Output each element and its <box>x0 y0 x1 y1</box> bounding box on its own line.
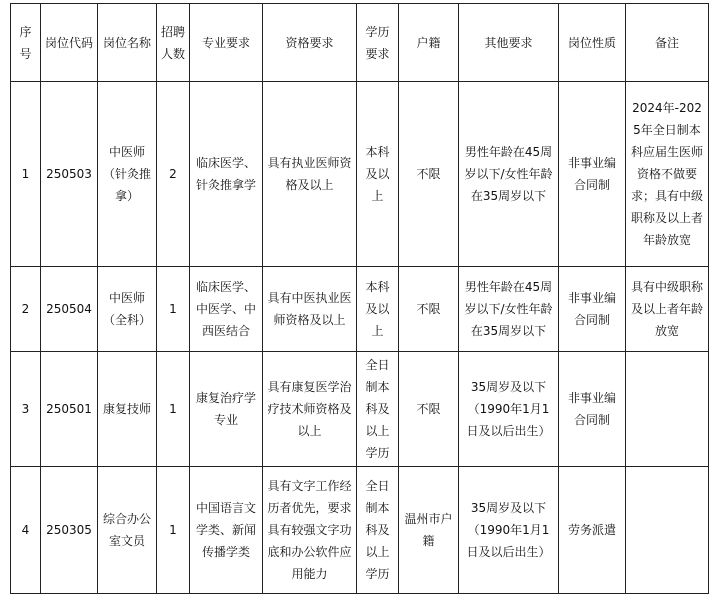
header-major: 专业要求 <box>190 4 263 82</box>
cell-qualification: 具有文字工作经历者优先，要求具有较强文字功底和办公软件应用能力 <box>263 467 357 594</box>
header-name: 岗位名称 <box>98 4 157 82</box>
table-header-row <box>11 4 709 82</box>
cell-name: 中医师（全科） <box>98 267 157 352</box>
cell-remark <box>626 467 709 594</box>
cell-remark <box>626 352 709 467</box>
cell-nature: 非事业编合同制 <box>559 267 626 352</box>
header-count: 招聘人数 <box>157 4 190 82</box>
cell-nature: 非事业编合同制 <box>559 82 626 267</box>
table-row <box>11 82 709 267</box>
cell-nature: 劳务派遣 <box>559 467 626 594</box>
recruitment-table <box>10 3 709 594</box>
cell-qualification: 具有执业医师资格及以上 <box>263 82 357 267</box>
cell-code: 250501 <box>41 352 98 467</box>
cell-count: 1 <box>157 267 190 352</box>
header-hukou: 户籍 <box>399 4 459 82</box>
table-row <box>11 267 709 352</box>
cell-code: 250504 <box>41 267 98 352</box>
cell-count: 1 <box>157 352 190 467</box>
cell-hukou: 温州市户籍 <box>399 467 459 594</box>
header-seq: 序号 <box>11 4 41 82</box>
cell-major: 临床医学、中医学、中西医结合 <box>190 267 263 352</box>
cell-count: 1 <box>157 467 190 594</box>
cell-other: 男性年龄在45周岁以下/女性年龄在35周岁以下 <box>459 267 559 352</box>
cell-seq: 4 <box>11 467 41 594</box>
cell-seq: 1 <box>11 82 41 267</box>
cell-remark: 2024年-2025年全日制本科应届生医师资格不做要求；具有中级职称及以上者年龄放宽 <box>626 82 709 267</box>
table-row <box>11 352 709 467</box>
cell-name: 中医师（针灸推拿） <box>98 82 157 267</box>
header-nature: 岗位性质 <box>559 4 626 82</box>
cell-count: 2 <box>157 82 190 267</box>
cell-name: 康复技师 <box>98 352 157 467</box>
cell-major: 康复治疗学专业 <box>190 352 263 467</box>
cell-code: 250305 <box>41 467 98 594</box>
cell-major: 临床医学、针灸推拿学 <box>190 82 263 267</box>
header-other: 其他要求 <box>459 4 559 82</box>
cell-education: 全日制本科及以上学历 <box>357 467 399 594</box>
cell-qualification: 具有康复医学治疗技术师资格及以上 <box>263 352 357 467</box>
cell-education: 全日制本科及以上学历 <box>357 352 399 467</box>
header-code: 岗位代码 <box>41 4 98 82</box>
cell-major: 中国语言文学类、新闻传播学类 <box>190 467 263 594</box>
cell-nature: 非事业编合同制 <box>559 352 626 467</box>
cell-name: 综合办公室文员 <box>98 467 157 594</box>
cell-other: 35周岁及以下（1990年1月1日及以后出生） <box>459 352 559 467</box>
header-qualification: 资格要求 <box>263 4 357 82</box>
header-education: 学历要求 <box>357 4 399 82</box>
table-row <box>11 467 709 594</box>
cell-seq: 3 <box>11 352 41 467</box>
cell-education: 本科及以上 <box>357 267 399 352</box>
cell-qualification: 具有中医执业医师资格及以上 <box>263 267 357 352</box>
cell-hukou: 不限 <box>399 352 459 467</box>
cell-education: 本科及以上 <box>357 82 399 267</box>
cell-hukou: 不限 <box>399 82 459 267</box>
cell-seq: 2 <box>11 267 41 352</box>
cell-other: 男性年龄在45周岁以下/女性年龄在35周岁以下 <box>459 82 559 267</box>
header-remark: 备注 <box>626 4 709 82</box>
cell-remark: 具有中级职称及以上者年龄放宽 <box>626 267 709 352</box>
cell-hukou: 不限 <box>399 267 459 352</box>
cell-code: 250503 <box>41 82 98 267</box>
cell-other: 35周岁及以下（1990年1月1日及以后出生） <box>459 467 559 594</box>
